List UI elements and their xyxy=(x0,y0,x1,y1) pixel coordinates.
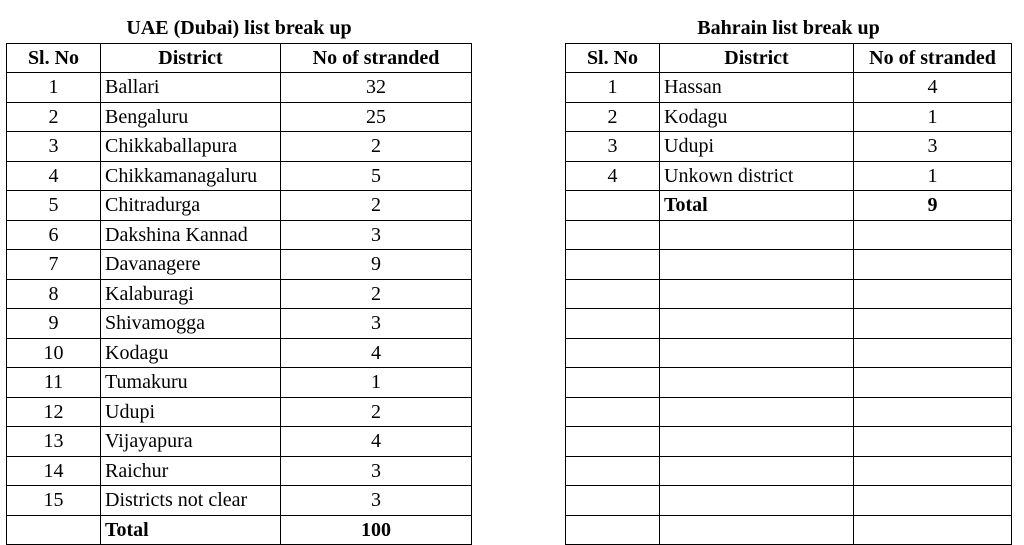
bahrain-cell-slno: 1 xyxy=(566,73,660,103)
bahrain-cell-stranded: 1 xyxy=(854,161,1012,191)
uae-table-row xyxy=(7,368,472,398)
uae-cell-district: Chikkaballapura xyxy=(101,132,281,162)
uae-cell-slno: 5 xyxy=(7,191,101,221)
uae-cell-stranded: 3 xyxy=(281,456,472,486)
bahrain-empty-table-row xyxy=(566,456,1012,486)
bahrain-empty-cell-stranded xyxy=(854,309,1012,339)
uae-cell-stranded: 2 xyxy=(281,397,472,427)
uae-cell-stranded: 3 xyxy=(281,309,472,339)
uae-table-row xyxy=(7,161,472,191)
uae-table-title: UAE (Dubai) list break up xyxy=(126,17,352,40)
uae-cell-district: Districts not clear xyxy=(101,486,281,516)
bahrain-header-district: District xyxy=(660,43,854,73)
uae-cell-district: Kodagu xyxy=(101,338,281,368)
bahrain-empty-cell-district xyxy=(660,397,854,427)
uae-table-row xyxy=(7,73,472,103)
uae-cell-district: Tumakuru xyxy=(101,368,281,398)
bahrain-empty-cell-slno xyxy=(566,338,660,368)
bahrain-cell-district: Unkown district xyxy=(660,161,854,191)
bahrain-empty-cell-slno xyxy=(566,515,660,545)
uae-cell-stranded: 3 xyxy=(281,486,472,516)
uae-header-slno: Sl. No xyxy=(7,43,101,73)
uae-cell-stranded: 5 xyxy=(281,161,472,191)
uae-table-row xyxy=(7,132,472,162)
uae-cell-district: Bengaluru xyxy=(101,102,281,132)
bahrain-cell-district: Udupi xyxy=(660,132,854,162)
uae-cell-stranded: 3 xyxy=(281,220,472,250)
bahrain-header-stranded: No of stranded xyxy=(854,43,1012,73)
bahrain-total-value: 9 xyxy=(854,191,1012,221)
bahrain-empty-cell-slno xyxy=(566,250,660,280)
bahrain-empty-table-row xyxy=(566,427,1012,457)
bahrain-empty-table-row xyxy=(566,397,1012,427)
bahrain-cell-stranded: 3 xyxy=(854,132,1012,162)
bahrain-empty-cell-stranded xyxy=(854,279,1012,309)
uae-cell-slno: 9 xyxy=(7,309,101,339)
bahrain-empty-table-row xyxy=(566,368,1012,398)
bahrain-empty-cell-stranded xyxy=(854,515,1012,545)
bahrain-empty-table-row xyxy=(566,279,1012,309)
uae-table-row xyxy=(7,456,472,486)
bahrain-empty-cell-slno xyxy=(566,279,660,309)
bahrain-total-row xyxy=(566,191,1012,221)
uae-table-row xyxy=(7,338,472,368)
bahrain-empty-cell-stranded xyxy=(854,220,1012,250)
uae-cell-district: Raichur xyxy=(101,456,281,486)
uae-cell-stranded: 4 xyxy=(281,427,472,457)
uae-cell-slno: 10 xyxy=(7,338,101,368)
uae-table-row xyxy=(7,309,472,339)
bahrain-cell-district: Hassan xyxy=(660,73,854,103)
uae-cell-stranded: 25 xyxy=(281,102,472,132)
uae-cell-stranded: 2 xyxy=(281,279,472,309)
uae-header-stranded: No of stranded xyxy=(281,43,472,73)
uae-cell-slno: 13 xyxy=(7,427,101,457)
uae-cell-slno: 3 xyxy=(7,132,101,162)
bahrain-empty-table-row xyxy=(566,220,1012,250)
uae-cell-district: Kalaburagi xyxy=(101,279,281,309)
bahrain-empty-cell-slno xyxy=(566,309,660,339)
uae-cell-slno: 12 xyxy=(7,397,101,427)
uae-table-row xyxy=(7,397,472,427)
bahrain-table-row xyxy=(566,102,1012,132)
uae-cell-stranded: 9 xyxy=(281,250,472,280)
uae-table xyxy=(6,14,472,545)
bahrain-empty-cell-slno xyxy=(566,456,660,486)
uae-cell-district: Ballari xyxy=(101,73,281,103)
uae-table-row xyxy=(7,250,472,280)
bahrain-table xyxy=(565,14,1012,545)
bahrain-empty-table-row xyxy=(566,486,1012,516)
uae-cell-district: Udupi xyxy=(101,397,281,427)
uae-table-row xyxy=(7,279,472,309)
bahrain-empty-cell-stranded xyxy=(854,338,1012,368)
bahrain-table-row xyxy=(566,73,1012,103)
uae-table-row xyxy=(7,220,472,250)
bahrain-empty-cell-stranded xyxy=(854,456,1012,486)
uae-total-blank xyxy=(7,515,101,545)
uae-table-row xyxy=(7,486,472,516)
bahrain-empty-table-row xyxy=(566,250,1012,280)
bahrain-cell-slno: 4 xyxy=(566,161,660,191)
uae-cell-district: Shivamogga xyxy=(101,309,281,339)
bahrain-empty-cell-district xyxy=(660,309,854,339)
bahrain-cell-stranded: 1 xyxy=(854,102,1012,132)
bahrain-cell-slno: 2 xyxy=(566,102,660,132)
bahrain-empty-cell-slno xyxy=(566,368,660,398)
uae-cell-slno: 1 xyxy=(7,73,101,103)
uae-cell-district: Dakshina Kannad xyxy=(101,220,281,250)
bahrain-empty-cell-stranded xyxy=(854,427,1012,457)
uae-cell-slno: 4 xyxy=(7,161,101,191)
bahrain-empty-cell-slno xyxy=(566,427,660,457)
uae-cell-stranded: 4 xyxy=(281,338,472,368)
bahrain-empty-cell-stranded xyxy=(854,368,1012,398)
bahrain-empty-cell-slno xyxy=(566,397,660,427)
bahrain-empty-cell-stranded xyxy=(854,250,1012,280)
bahrain-total-blank xyxy=(566,191,660,221)
bahrain-cell-slno: 3 xyxy=(566,132,660,162)
bahrain-empty-cell-district xyxy=(660,427,854,457)
bahrain-empty-cell-district xyxy=(660,456,854,486)
uae-header-district: District xyxy=(101,43,281,73)
uae-cell-district: Vijayapura xyxy=(101,427,281,457)
bahrain-empty-cell-district xyxy=(660,220,854,250)
bahrain-cell-district: Kodagu xyxy=(660,102,854,132)
uae-cell-slno: 6 xyxy=(7,220,101,250)
uae-cell-slno: 11 xyxy=(7,368,101,398)
bahrain-table-row xyxy=(566,161,1012,191)
uae-cell-stranded: 1 xyxy=(281,368,472,398)
uae-cell-slno: 14 xyxy=(7,456,101,486)
bahrain-empty-cell-district xyxy=(660,279,854,309)
uae-table-row xyxy=(7,102,472,132)
bahrain-empty-cell-slno xyxy=(566,220,660,250)
bahrain-cell-stranded: 4 xyxy=(854,73,1012,103)
uae-cell-stranded: 2 xyxy=(281,132,472,162)
uae-cell-slno: 8 xyxy=(7,279,101,309)
uae-cell-slno: 15 xyxy=(7,486,101,516)
bahrain-empty-cell-stranded xyxy=(854,486,1012,516)
uae-table-row xyxy=(7,191,472,221)
bahrain-table-title: Bahrain list break up xyxy=(697,17,880,40)
bahrain-empty-cell-district xyxy=(660,486,854,516)
bahrain-empty-table-row xyxy=(566,309,1012,339)
bahrain-empty-cell-district xyxy=(660,515,854,545)
bahrain-table-row xyxy=(566,132,1012,162)
bahrain-empty-cell-district xyxy=(660,250,854,280)
uae-cell-slno: 7 xyxy=(7,250,101,280)
bahrain-header-slno: Sl. No xyxy=(566,43,660,73)
bahrain-empty-cell-district xyxy=(660,338,854,368)
uae-cell-stranded: 32 xyxy=(281,73,472,103)
bahrain-empty-cell-stranded xyxy=(854,397,1012,427)
bahrain-empty-cell-district xyxy=(660,368,854,398)
uae-cell-stranded: 2 xyxy=(281,191,472,221)
uae-cell-district: Chitradurga xyxy=(101,191,281,221)
bahrain-empty-cell-slno xyxy=(566,486,660,516)
uae-total-value: 100 xyxy=(281,515,472,545)
uae-cell-district: Davanagere xyxy=(101,250,281,280)
uae-cell-slno: 2 xyxy=(7,102,101,132)
bahrain-empty-table-row xyxy=(566,338,1012,368)
uae-total-label: Total xyxy=(101,515,281,545)
bahrain-total-label: Total xyxy=(660,191,854,221)
bahrain-empty-table-row xyxy=(566,515,1012,545)
uae-table-row xyxy=(7,427,472,457)
uae-cell-district: Chikkamanagaluru xyxy=(101,161,281,191)
